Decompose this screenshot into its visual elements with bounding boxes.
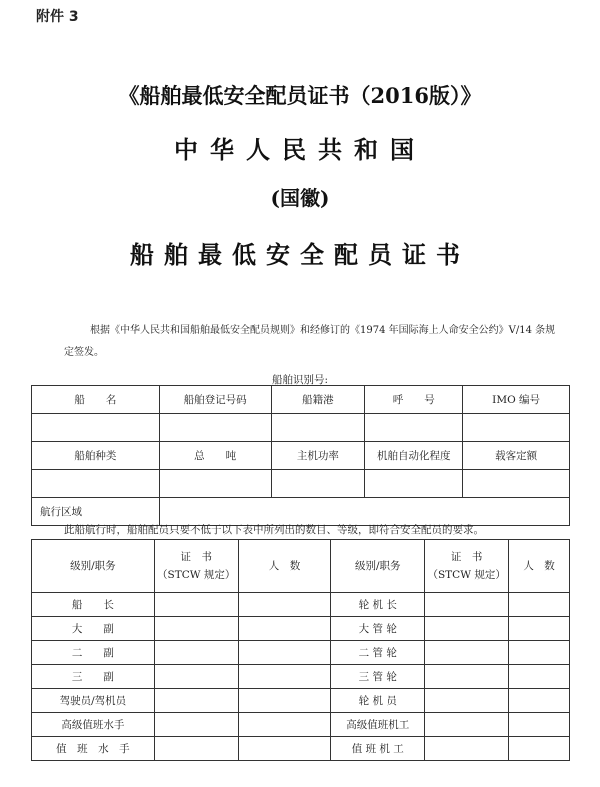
value-cell	[509, 713, 570, 737]
country-name: 中华人民共和国	[174, 135, 426, 164]
national-emblem-placeholder: (国徽)	[270, 186, 330, 210]
value-cell	[32, 414, 160, 442]
table-row	[32, 470, 570, 498]
value-cell	[509, 689, 570, 713]
value-cell	[425, 593, 509, 617]
value-cell	[238, 593, 331, 617]
header-passenger-capacity: 载客定额	[463, 442, 570, 470]
intro-paragraph: 根据《中华人民共和国船舶最低安全配员规则》和经修订的《1974 年国际海上人命安全公约》V/14 条规定签发。	[64, 325, 556, 358]
table-row	[32, 641, 570, 665]
table-row	[32, 414, 570, 442]
value-cell	[238, 641, 331, 665]
value-cell	[509, 641, 570, 665]
value-cell	[154, 689, 238, 713]
header-imo-number: IMO 编号	[463, 386, 570, 414]
value-cell	[154, 737, 238, 761]
value-cell	[425, 737, 509, 761]
table-row	[32, 617, 570, 641]
value-cell	[238, 665, 331, 689]
value-cell	[159, 414, 271, 442]
rank-deck-operator: 驾驶员/驾机员	[32, 689, 155, 713]
table-row	[32, 386, 570, 414]
table-row	[32, 689, 570, 713]
value-cell	[365, 414, 463, 442]
rank-third-engineer: 二 管 轮	[331, 641, 425, 665]
value-cell	[425, 713, 509, 737]
value-cell	[365, 470, 463, 498]
header-count-engine: 人 数	[509, 540, 570, 593]
header-certificate-stcw: （STCW 规定）	[157, 569, 236, 581]
value-cell	[509, 617, 570, 641]
value-cell	[238, 617, 331, 641]
table-row	[32, 442, 570, 470]
value-cell	[509, 665, 570, 689]
table-row	[32, 593, 570, 617]
header-port-of-registry: 船籍港	[271, 386, 365, 414]
rank-second-engineer: 大 管 轮	[331, 617, 425, 641]
header-registration-no: 船舶登记号码	[159, 386, 271, 414]
header-certificate-title: 证 书	[450, 551, 483, 563]
header-certificate-stcw: （STCW 规定）	[427, 569, 506, 581]
header-gross-tonnage: 总 吨	[159, 442, 271, 470]
crew-requirement-table	[31, 539, 570, 761]
header-certificate-title: 证 书	[180, 551, 212, 563]
value-cell	[238, 713, 331, 737]
rank-third-officer: 三 副	[32, 665, 155, 689]
rank-fourth-engineer: 三 管 轮	[331, 665, 425, 689]
value-cell	[159, 470, 271, 498]
rank-captain: 船 长	[32, 593, 155, 617]
value-cell	[154, 641, 238, 665]
header-rank-deck: 级别/职务	[32, 540, 155, 593]
value-cell	[32, 470, 160, 498]
value-cell	[463, 414, 570, 442]
rank-second-officer: 二 副	[32, 641, 155, 665]
rank-chief-officer: 大 副	[32, 617, 155, 641]
value-cell	[238, 737, 331, 761]
header-rank-engine: 级别/职务	[331, 540, 425, 593]
value-cell	[238, 689, 331, 713]
header-count-deck: 人 数	[238, 540, 331, 593]
rank-watch-rating-deck: 值 班 水 手	[32, 737, 155, 761]
value-cell	[425, 617, 509, 641]
value-cell	[425, 665, 509, 689]
manning-note: 此船航行时，船舶配员只要不低于以下表中所列出的数目、等级，即符合安全配员的要求。	[64, 524, 484, 536]
rank-chief-engineer: 轮 机 长	[331, 593, 425, 617]
value-cell	[463, 470, 570, 498]
value-cell	[509, 593, 570, 617]
rank-able-seafarer-engine: 高级值班机工	[331, 713, 425, 737]
attachment-label: 附件 3	[36, 9, 79, 25]
table-row	[32, 665, 570, 689]
document-title: 《船舶最低安全配员证书（2016版）》	[118, 83, 482, 108]
ship-id-label: 船舶识别号:	[271, 374, 329, 386]
value-cell	[154, 665, 238, 689]
header-automation-level: 机舶自动化程度	[365, 442, 463, 470]
value-cell	[509, 737, 570, 761]
certificate-title: 船舶最低安全配员证书	[130, 240, 470, 269]
value-cell	[154, 617, 238, 641]
header-certificate-engine	[425, 540, 509, 593]
value-cell	[154, 713, 238, 737]
rank-watch-rating-engine: 值 班 机 工	[331, 737, 425, 761]
rank-able-seafarer-deck: 高级值班水手	[32, 713, 155, 737]
rank-engineer: 轮 机 员	[331, 689, 425, 713]
header-ship-name: 船 名	[32, 386, 160, 414]
table-row	[32, 713, 570, 737]
table-row	[32, 540, 570, 593]
value-cell	[154, 593, 238, 617]
value-cell	[271, 470, 365, 498]
header-engine-power: 主机功率	[271, 442, 365, 470]
table-row	[32, 737, 570, 761]
value-cell	[425, 641, 509, 665]
ship-info-table	[31, 385, 570, 526]
header-navigation-area: 航行区域	[32, 498, 160, 526]
header-ship-type: 船舶种类	[32, 442, 160, 470]
value-cell	[425, 689, 509, 713]
header-call-sign: 呼 号	[365, 386, 463, 414]
value-cell	[271, 414, 365, 442]
header-certificate-deck	[154, 540, 238, 593]
